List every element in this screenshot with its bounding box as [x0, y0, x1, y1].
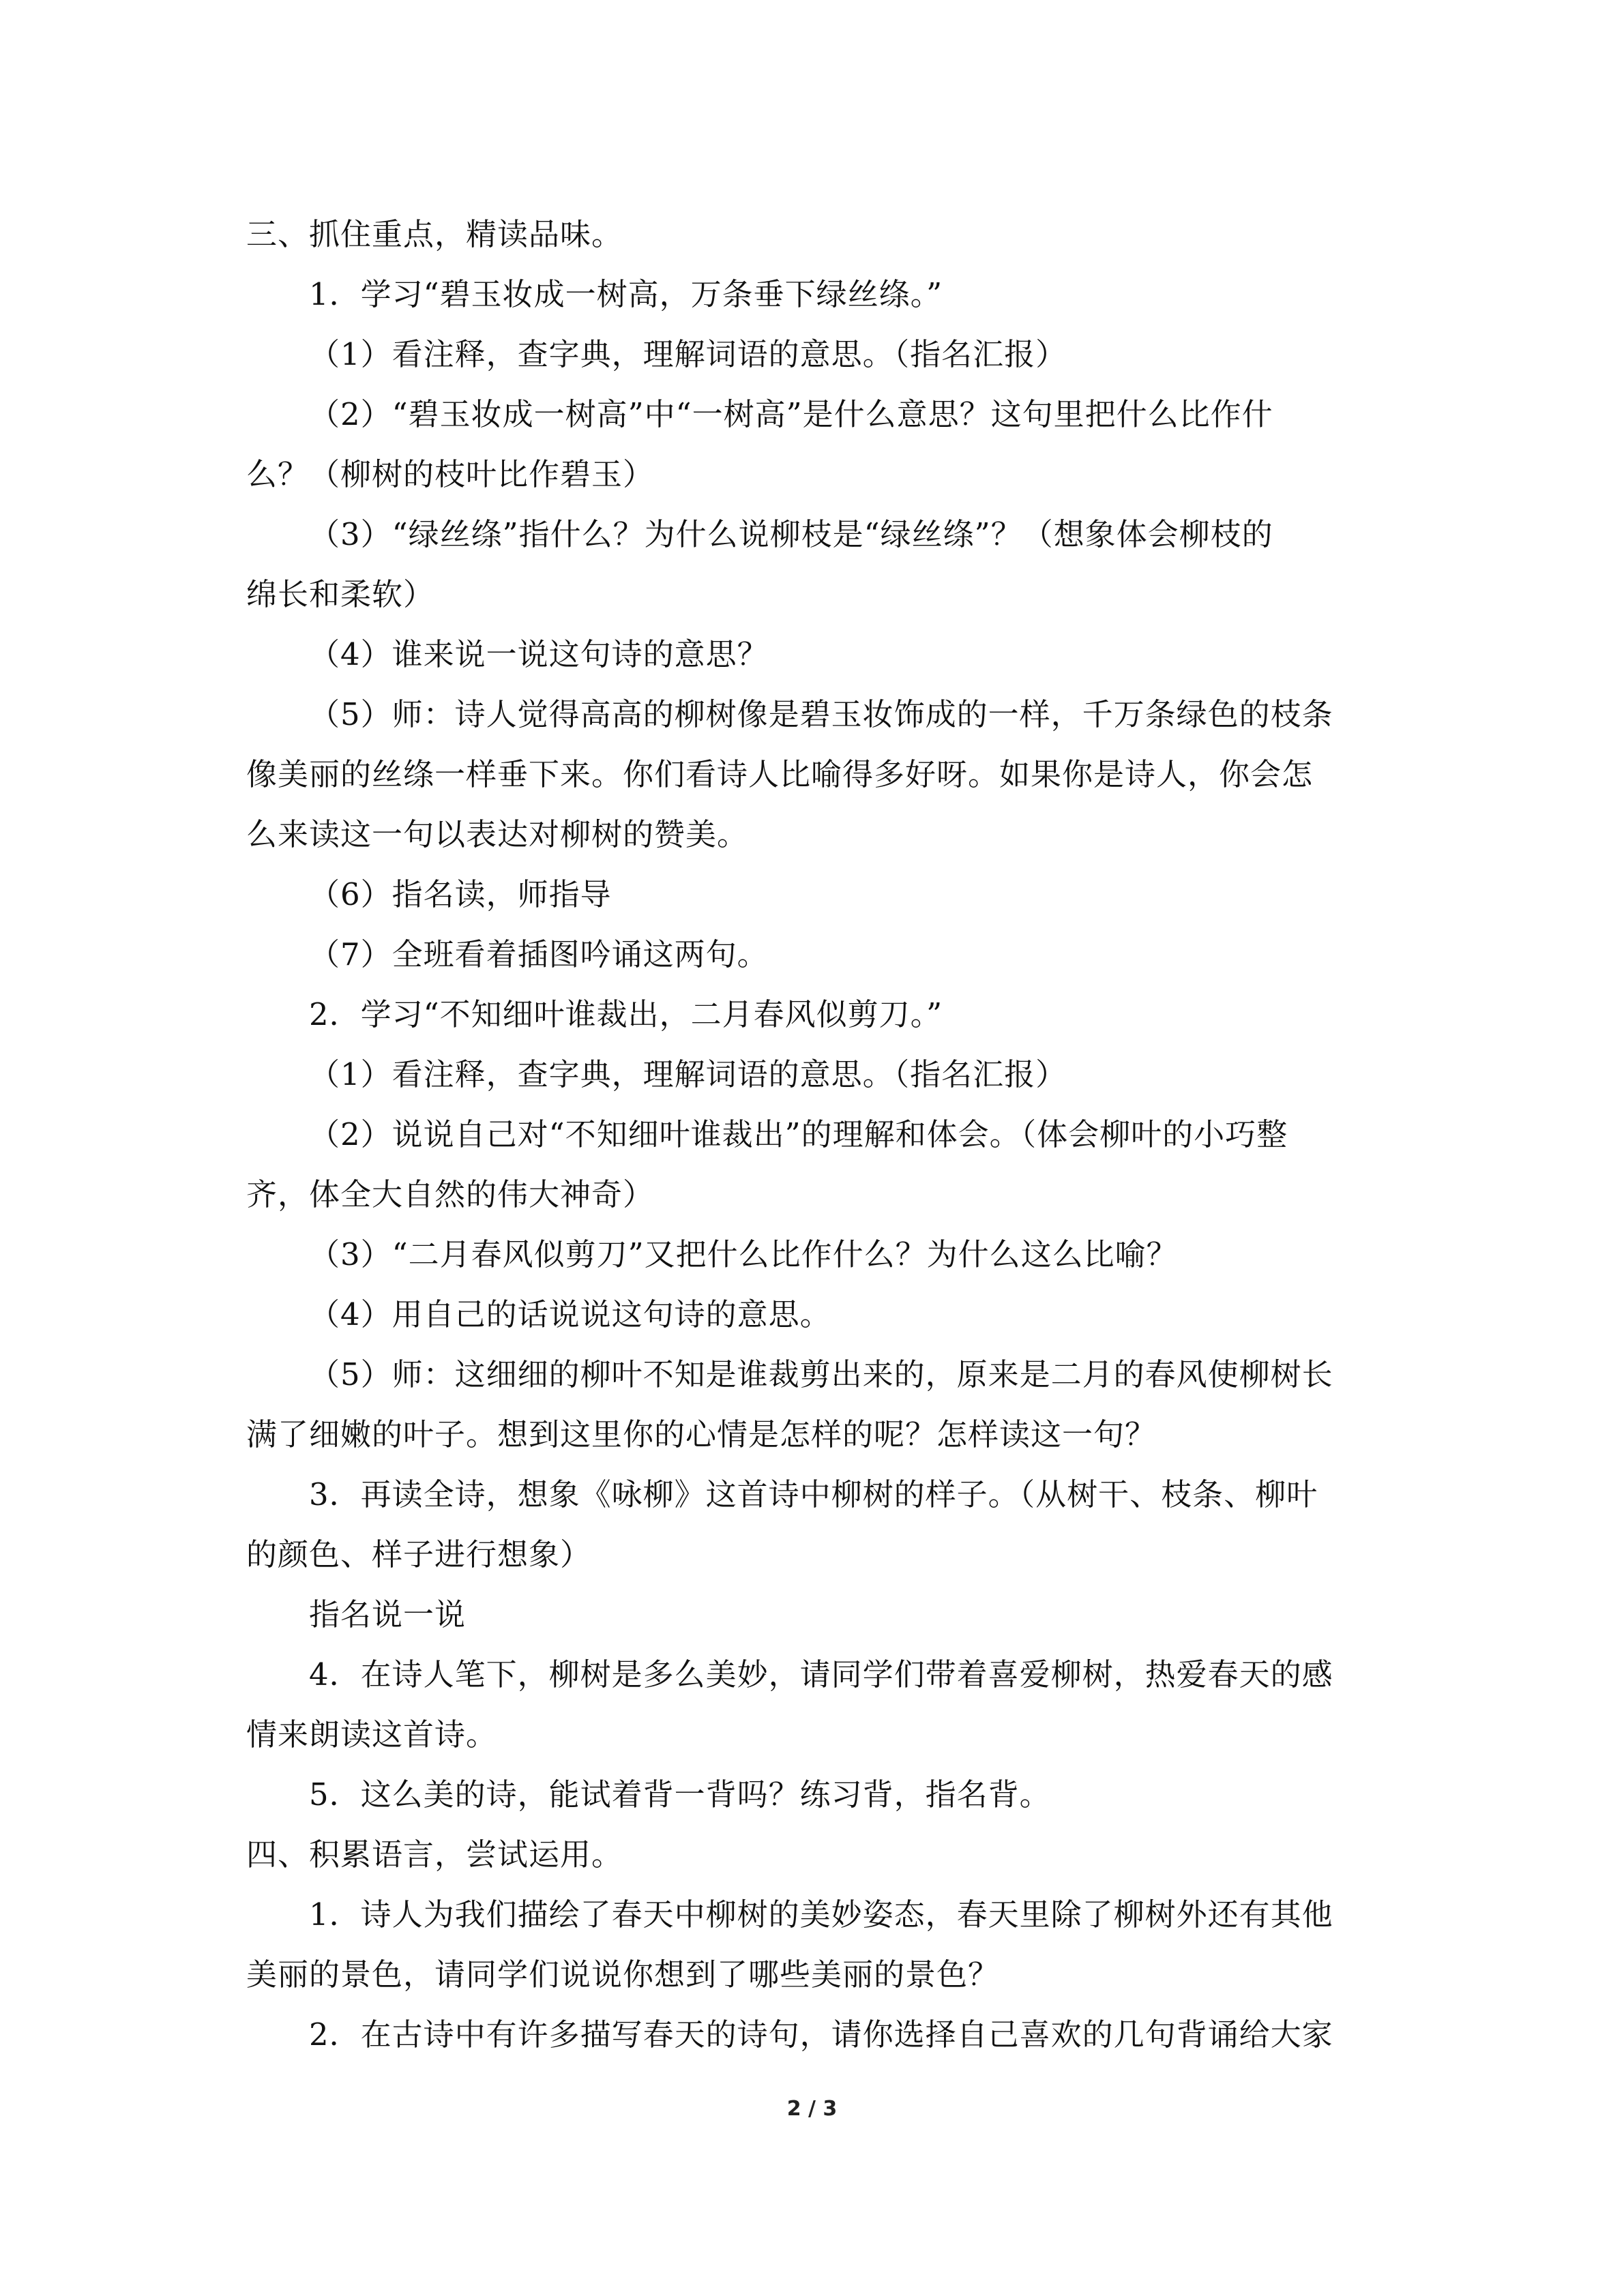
- text-line: （7）全班看着插图吟诵这两句。: [309, 936, 769, 972]
- text-line: （5）师：诗人觉得高高的柳树像是碧玉妆饰成的一样，千万条绿色的枝条: [309, 696, 1333, 732]
- text-line: 么来读这一句以表达对柳树的赞美。: [246, 816, 749, 852]
- text-line: 2．在古诗中有许多描写春天的诗句，请你选择自己喜欢的几句背诵给大家: [309, 2016, 1333, 2053]
- text-line: 的颜色、样子进行想象）: [246, 1536, 592, 1572]
- text-line: 像美丽的丝绦一样垂下来。你们看诗人比喻得多好呀。如果你是诗人，你会怎: [246, 756, 1314, 792]
- text-line: （1）看注释，查字典，理解词语的意思。（指名汇报）: [309, 336, 1067, 372]
- text-line: 指名说一说: [309, 1596, 467, 1632]
- text-line: （4）谁来说一说这句诗的意思？: [309, 636, 769, 672]
- text-line: （1）看注释，查字典，理解词语的意思。（指名汇报）: [309, 1056, 1067, 1092]
- text-line: 美丽的景色，请同学们说说你想到了哪些美丽的景色？: [246, 1956, 1000, 1993]
- text-line: 绵长和柔软）: [246, 576, 435, 612]
- text-line: （4）用自己的话说说这句诗的意思。: [309, 1296, 831, 1332]
- text-line: （2）“碧玉妆成一树高”中“一树高”是什么意思？这句里把什么比作什: [309, 396, 1273, 432]
- text-line: （3）“二月春风似剪刀”又把什么比作什么？为什么这么比喻？: [309, 1236, 1178, 1272]
- document-body: [246, 205, 1378, 2065]
- text-line: （6）指名读，师指导: [309, 876, 612, 912]
- text-line: 满了细嫩的叶子。想到这里你的心情是怎样的呢？怎样读这一句？: [246, 1416, 1157, 1452]
- text-line: 1．诗人为我们描绘了春天中柳树的美妙姿态，春天里除了柳树外还有其他: [309, 1896, 1333, 1933]
- text-line: 3．再读全诗，想象《咏柳》这首诗中柳树的样子。（从树干、枝条、柳叶: [309, 1476, 1318, 1512]
- text-line: （3）“绿丝绦”指什么？为什么说柳枝是“绿丝绦”？（想象体会柳枝的: [309, 516, 1273, 552]
- text-line: （5）师：这细细的柳叶不知是谁裁剪出来的，原来是二月的春风使柳树长: [309, 1356, 1333, 1392]
- text-line: 四、积累语言，尝试运用。: [246, 1836, 623, 1873]
- text-line: 1．学习“碧玉妆成一树高，万条垂下绿丝绦。”: [309, 276, 943, 312]
- text-line: 5．这么美的诗，能试着背一背吗？练习背，指名背。: [309, 1776, 1051, 1813]
- text-line: 齐，体全大自然的伟大神奇）: [246, 1176, 655, 1212]
- text-line: 2．学习“不知细叶谁裁出，二月春风似剪刀。”: [309, 996, 943, 1032]
- text-line: 4．在诗人笔下，柳树是多么美妙，请同学们带着喜爱柳树，热爱春天的感: [309, 1656, 1333, 1693]
- text-line: 么？（柳树的枝叶比作碧玉）: [246, 456, 655, 492]
- text-line: 三、抓住重点，精读品味。: [246, 216, 623, 252]
- text-line: 情来朗读这首诗。: [246, 1716, 498, 1753]
- page-number: 2 / 3: [786, 2097, 838, 2121]
- text-line: （2）说说自己对“不知细叶谁裁出”的理解和体会。（体会柳叶的小巧整: [309, 1116, 1288, 1152]
